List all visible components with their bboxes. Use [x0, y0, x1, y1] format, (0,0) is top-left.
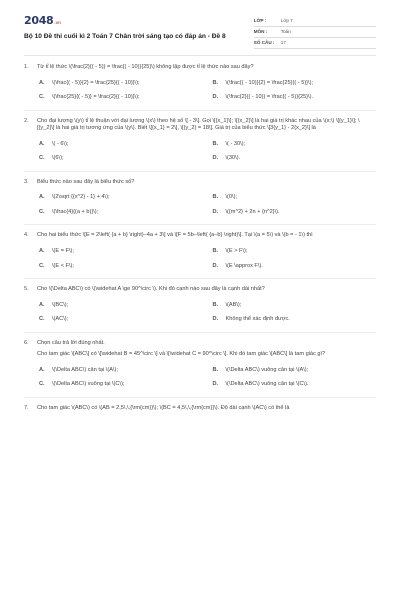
- info-row-subject: [254, 27, 376, 38]
- question-row: [24, 232, 376, 240]
- info-row-count: [254, 38, 376, 49]
- answer-option[interactable]: [213, 263, 377, 271]
- answer-options: [39, 194, 376, 216]
- exam-header: [24, 14, 376, 56]
- question-item: [24, 64, 376, 102]
- question-text: [37, 232, 376, 240]
- option-letter: B.: [212, 140, 219, 147]
- question-row: [24, 286, 376, 294]
- answer-options: [39, 141, 376, 163]
- option-letter: A.: [39, 248, 45, 255]
- answer-option[interactable]: [39, 209, 203, 217]
- answer-option[interactable]: [213, 155, 377, 163]
- question-number: 5.: [24, 286, 29, 293]
- option-text: \(E \approx F\).: [225, 262, 263, 269]
- info-label: SỐ CÂU :: [253, 39, 275, 45]
- question-number: 1.: [24, 64, 29, 70]
- option-letter: B.: [212, 248, 219, 255]
- option-text: \(30\).: [225, 155, 241, 162]
- option-letter: D.: [212, 316, 219, 323]
- option-letter: D.: [212, 208, 219, 215]
- answer-options: [39, 248, 376, 270]
- question-row: [24, 405, 376, 413]
- option-letter: C.: [39, 316, 45, 323]
- option-text: \( - 30\);: [225, 140, 246, 147]
- option-letter: C.: [39, 208, 45, 215]
- answer-option[interactable]: [39, 80, 203, 88]
- question-paragraph: Cho đại lượng \(y\) tỉ lệ thuận với đại lượng \(x\) theo hệ số \[ - 3\]. Gọi \[{x_1}\]; \[{x_2}\] là hai giá trị khác nhau của \(x;\) \[{y_1}\]; \[{y_2}\] là hai giá trị tương ứng của \(y\). Biết \[{x_1} = 2\], \[{y_2} = 18\]. Giá trị của biểu thức \[3{y_1} - 2{x_2}\] là: [37, 117, 360, 132]
- answer-option[interactable]: [213, 302, 377, 310]
- answer-options: [39, 80, 376, 102]
- question-row: [24, 118, 376, 133]
- info-row-class: [254, 16, 376, 27]
- option-letter: A.: [39, 140, 45, 147]
- answer-option[interactable]: [39, 155, 203, 163]
- answer-option[interactable]: [213, 248, 377, 256]
- header-left: [24, 14, 254, 41]
- answer-option[interactable]: [39, 381, 203, 389]
- option-letter: A.: [39, 79, 45, 86]
- answer-option[interactable]: [213, 316, 377, 324]
- answer-option[interactable]: [39, 248, 203, 256]
- option-text: \(\frac{4}{(a + b)}\);: [52, 208, 99, 215]
- question-number: 6.: [24, 339, 29, 346]
- option-text: \(E < F\);: [52, 262, 74, 269]
- option-letter: A.: [39, 366, 45, 373]
- option-letter: C.: [39, 155, 45, 162]
- answer-options: [39, 302, 376, 324]
- option-letter: A.: [39, 301, 45, 308]
- option-text: \( - 6\);: [52, 140, 69, 147]
- answer-option[interactable]: [39, 141, 203, 149]
- site-logo[interactable]: [24, 14, 254, 29]
- option-text: \(\frac{( - 10)}{2} = \frac{25}{( - 5)}\);: [225, 79, 314, 86]
- info-value: Toán: [280, 28, 291, 34]
- answer-option[interactable]: [213, 367, 377, 375]
- option-text: \(6\);: [52, 155, 64, 162]
- option-text: Không thể xác định được.: [225, 316, 290, 323]
- answer-option[interactable]: [39, 302, 203, 310]
- question-number: 4.: [24, 232, 29, 239]
- option-letter: B.: [212, 301, 219, 308]
- question-text: [37, 340, 376, 359]
- question-list: [24, 64, 376, 412]
- question-paragraph: Cho \(\Delta ABC\) có \(\widehat A \ge 90^\circ \). Khi đó cạnh nào sau đây là cạnh dài nhất?: [37, 286, 265, 293]
- option-text: \(\frac{( - 5)}{2} = \frac{25}{( - 10)}\);: [52, 79, 140, 86]
- question-text: [37, 64, 376, 72]
- option-letter: D.: [212, 155, 219, 162]
- option-text: \(BC\);: [52, 301, 69, 308]
- info-label: MÔN :: [253, 28, 268, 34]
- exam-info-box: [254, 16, 376, 49]
- option-letter: C.: [39, 381, 45, 388]
- logo-text: 2048: [24, 14, 54, 27]
- info-value: Lớp 7: [280, 17, 293, 23]
- question-paragraph: Biểu thức nào sau đây là biểu thức số?: [37, 178, 135, 185]
- answer-options: [39, 367, 376, 389]
- answer-option[interactable]: [213, 194, 377, 202]
- option-text: \(AC\);: [52, 316, 69, 323]
- question-text: [37, 179, 376, 187]
- option-letter: D.: [212, 94, 219, 101]
- option-letter: D.: [212, 262, 219, 269]
- option-letter: B.: [212, 366, 219, 373]
- option-letter: B.: [212, 79, 219, 86]
- option-text: \({m^2} + 2n + {n^2}\).: [225, 208, 280, 215]
- option-text: \(0\);: [225, 194, 237, 201]
- question-paragraph: Chọn câu trả lời đúng nhất.: [37, 339, 105, 346]
- question-item: [24, 332, 376, 389]
- answer-option[interactable]: [39, 263, 203, 271]
- question-text: [37, 405, 376, 413]
- option-text: \(\frac{2}{( - 10)} = \frac{( - 5)}{25}\).: [225, 94, 314, 101]
- question-item: [24, 110, 376, 163]
- option-letter: B.: [212, 194, 219, 201]
- logo-suffix: .vn: [54, 20, 61, 25]
- answer-option[interactable]: [213, 80, 377, 88]
- document-title: Bộ 10 Đề thi cuối kì 2 Toán 7 Chân trời sáng tạo có đáp án - Đề 8: [24, 32, 226, 40]
- question-row: [24, 179, 376, 187]
- question-item: [24, 397, 376, 413]
- option-text: \(AB\);: [225, 301, 242, 308]
- question-text: [37, 286, 376, 294]
- question-item: [24, 224, 376, 270]
- question-number: 3.: [24, 178, 29, 185]
- option-letter: A.: [39, 194, 45, 201]
- answer-option[interactable]: [39, 367, 203, 375]
- info-value: 17: [280, 39, 286, 45]
- option-text: \(E > F\);: [225, 248, 248, 255]
- option-letter: C.: [39, 262, 45, 269]
- option-letter: D.: [212, 381, 219, 388]
- question-item: [24, 171, 376, 217]
- answer-option[interactable]: [39, 94, 203, 102]
- question-row: [24, 340, 376, 359]
- answer-option[interactable]: [39, 316, 203, 324]
- question-number: 7.: [24, 404, 29, 411]
- question-number: 2.: [24, 117, 29, 124]
- option-text: \(\Delta ABC\) vuông cân tại \(A\);: [225, 366, 309, 373]
- option-text: \(\Delta ABC\) vuông cân tại \(C\).: [225, 381, 309, 388]
- question-text: [37, 118, 376, 133]
- question-paragraph: Cho hai biểu thức \[E = 2\left( {a + b} \right)–4a + 3\] và \[F = 5b–\left( {a–b} \right)\]. Tại \(a = 5\) và \(b = - 1\) thì: [37, 232, 313, 239]
- question-paragraph: Cho tam giác \[ABC\] có \[\widehat B = 45^\circ \] và \[\widehat C = 90^\circ \]. Khi đó tam giác \[ABC\] là tam giác gì?: [37, 351, 326, 358]
- question-item: [24, 278, 376, 324]
- answer-option[interactable]: [213, 381, 377, 389]
- option-text: \(\frac{25}{( - 5)} = \frac{2}{( - 10)}\);: [52, 94, 140, 101]
- question-row: [24, 64, 376, 72]
- answer-option[interactable]: [213, 141, 377, 149]
- answer-option[interactable]: [39, 194, 203, 202]
- option-text: \(\Delta ABC\) vuông tại \(C\);: [52, 381, 125, 388]
- option-letter: C.: [39, 94, 45, 101]
- answer-option[interactable]: [213, 94, 377, 102]
- question-paragraph: Từ tỉ lệ thức \(\frac{2}{( - 5)} = \frac{( - 10)}{25}\) không lập được tỉ lệ thức nào sau đây?: [37, 64, 254, 70]
- option-text: \(2\sqrt {{x^2} - 1} + 4\);: [52, 194, 110, 201]
- question-paragraph: Cho tam giác \(ABC\) có \(AB = 2,5\,\,{\rm{cm}}\); \(BC = 4,5\,\,{\rm{cm}}\). Độ dài cạnh \(AC\) có thể là: [37, 404, 290, 411]
- option-text: \(E = F\);: [52, 248, 74, 255]
- answer-option[interactable]: [213, 209, 377, 217]
- info-label: LỚP :: [253, 17, 267, 23]
- option-text: \(\Delta ABC\) cân tại \(A\);: [52, 366, 118, 373]
